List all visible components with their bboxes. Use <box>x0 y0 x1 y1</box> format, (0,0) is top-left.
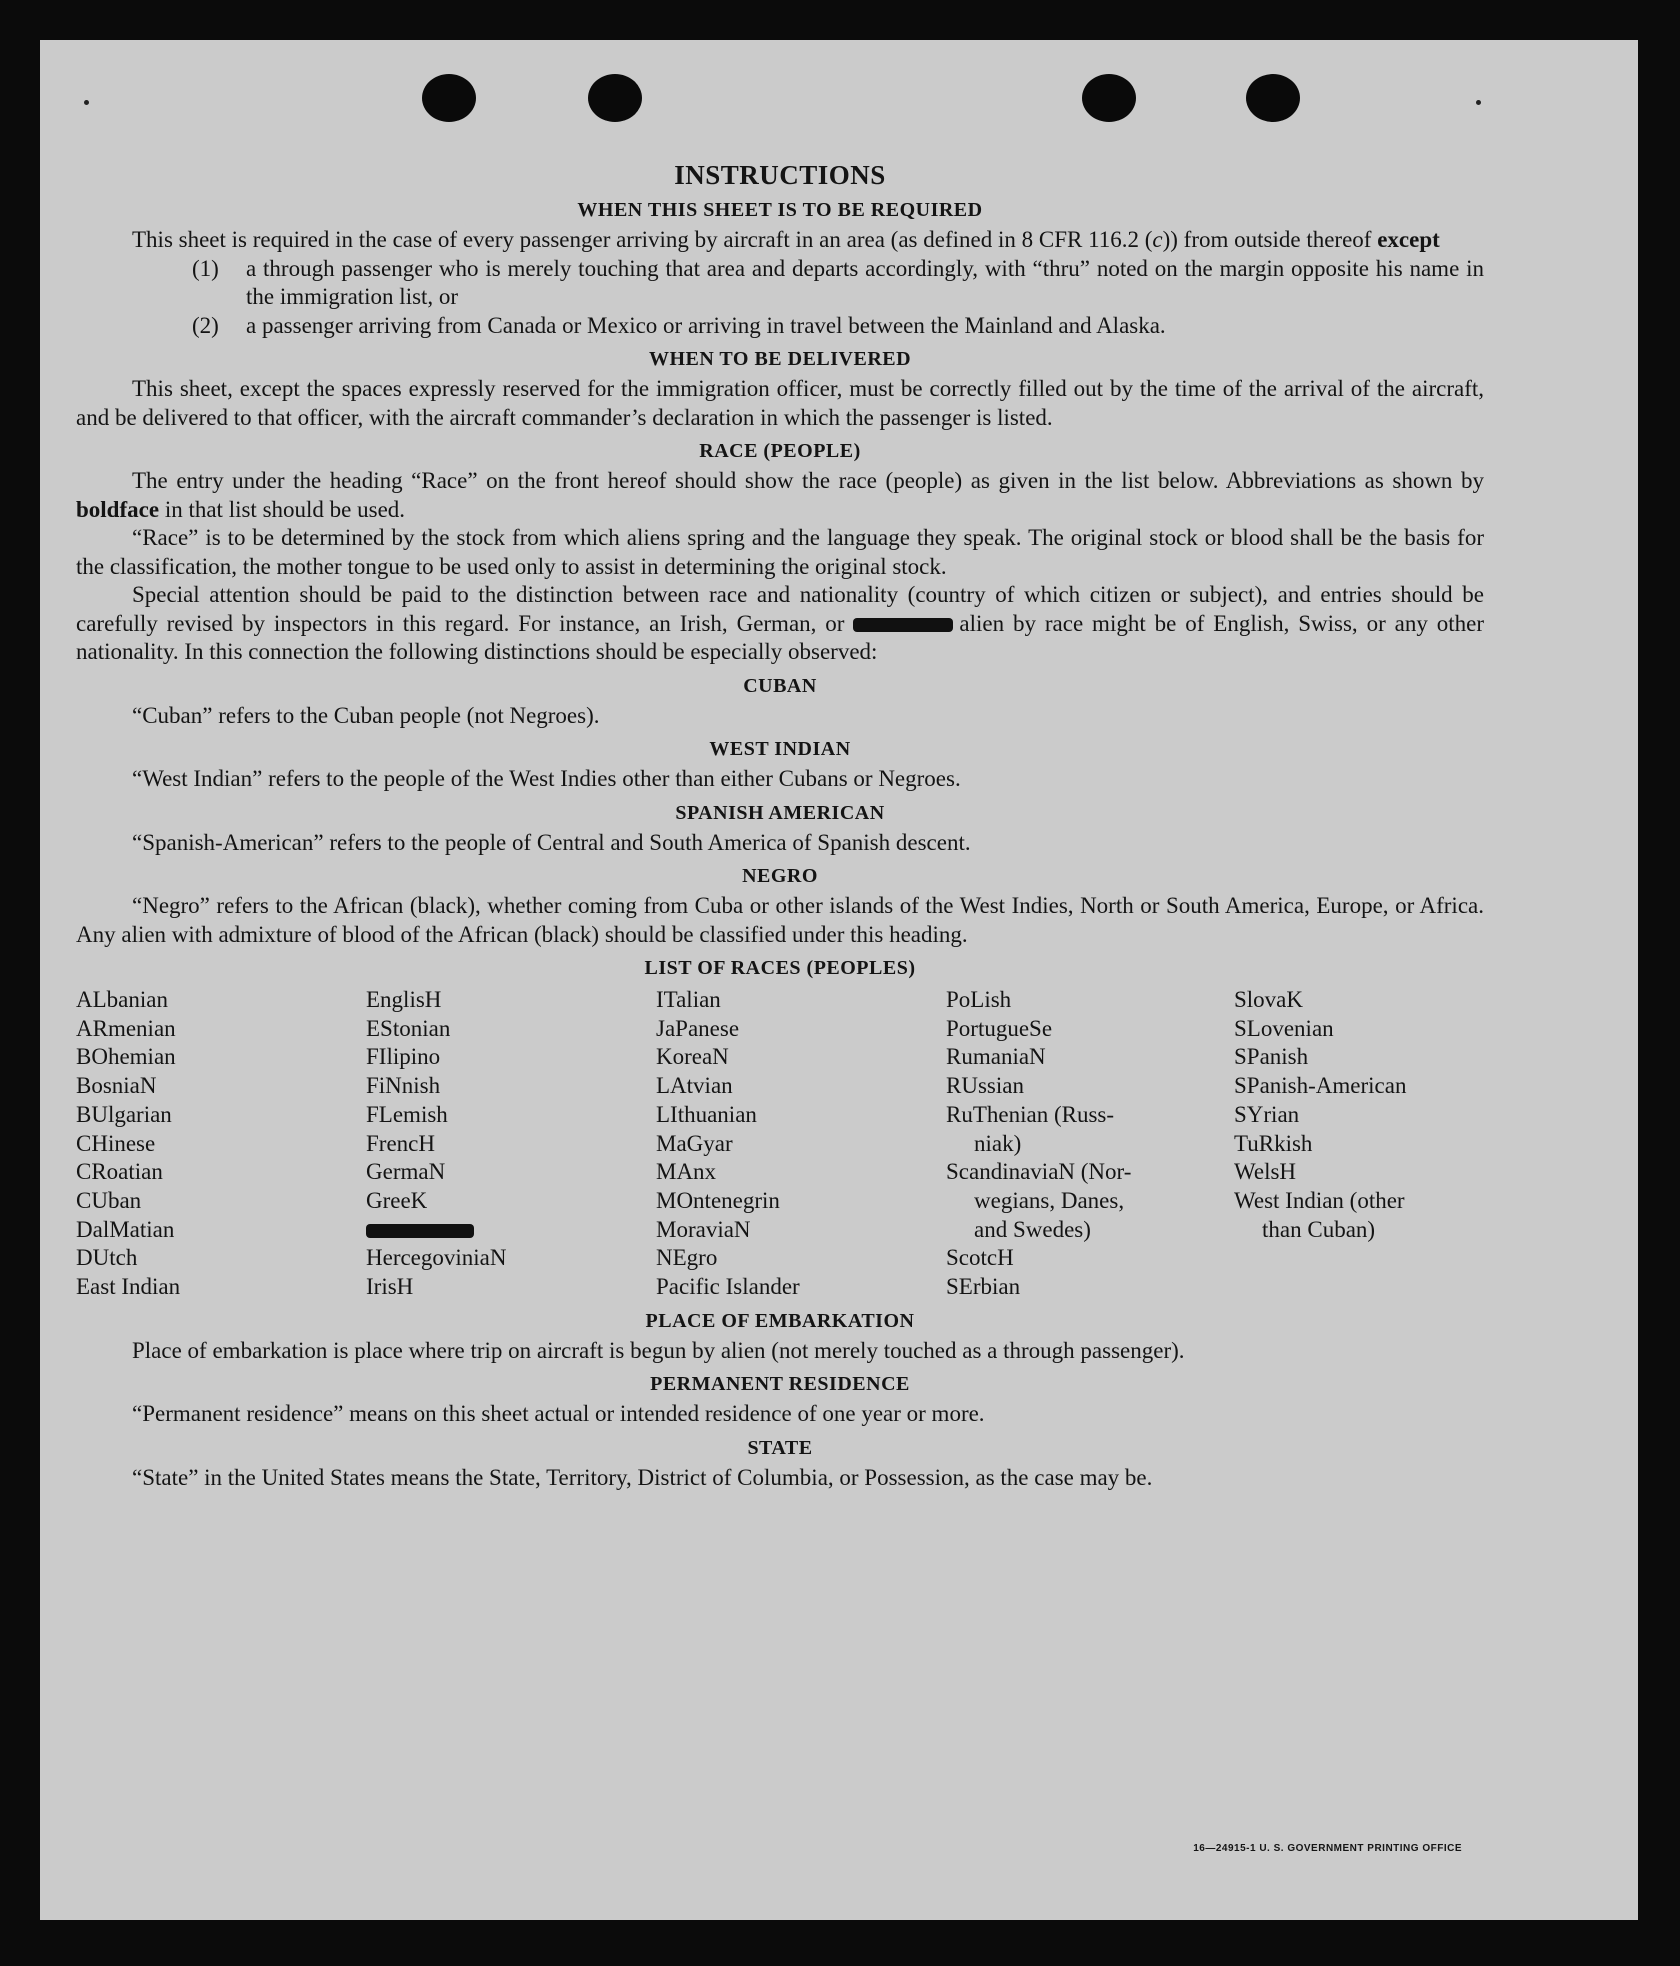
race-entry: RuThenian (Russ- <box>946 1101 1115 1127</box>
race-entry: EStonian <box>366 1015 451 1041</box>
race-entry: SErbian <box>946 1274 1021 1300</box>
race-entry: MAnx <box>656 1159 717 1185</box>
required-intro-except: except <box>1377 227 1440 252</box>
list-item <box>76 312 1484 341</box>
race-entry-continued: than Cuban) <box>1262 1216 1376 1242</box>
section-heading-race: RACE (PEOPLE) <box>699 440 861 462</box>
race-entry: Pacific Islander <box>656 1274 800 1300</box>
races-column-5 <box>1234 986 1484 1302</box>
race-entry: West Indian (other <box>1234 1187 1405 1213</box>
race-entry: GreeK <box>366 1187 428 1213</box>
negro-text: “Negro” refers to the African (black), whether coming from Cuba or other islands of the West Indies, North or South America, Europe, or Africa. Any alien with admixture of blood of the African (black) should be classified under this heading. <box>76 893 1484 947</box>
race-entry: DUtch <box>76 1245 138 1271</box>
race-entry: SYrian <box>1234 1101 1300 1127</box>
race-paragraph-2: “Race” is to be determined by the stock from which aliens spring and the language they speak. The original stock or blood shall be the basis for the classification, the mother tongue to be used only to assist in determining the original stock. <box>76 525 1484 579</box>
state-text: “State” in the United States means the State, Territory, District of Columbia, or Possession, as the case may be. <box>132 1464 1153 1490</box>
race-entry: PortugueSe <box>946 1015 1053 1041</box>
race-entry: ScandinaviaN (Nor- <box>946 1159 1132 1185</box>
race-entry-continued: and Swedes) <box>974 1216 1091 1242</box>
race-entry: MoraviaN <box>656 1216 751 1242</box>
race-entry: RUssian <box>946 1073 1024 1099</box>
race-entry: MOntenegrin <box>656 1187 780 1213</box>
page-title: INSTRUCTIONS <box>674 160 886 190</box>
races-column-1 <box>76 986 366 1302</box>
list-item-text: a passenger arriving from Canada or Mexico or arriving in travel between the Mainland and Alaska. <box>246 312 1166 338</box>
races-list <box>76 986 1484 1302</box>
race-entry: BOhemian <box>76 1044 176 1070</box>
race-entry: BosniaN <box>76 1073 157 1099</box>
race-entry: SlovaK <box>1234 987 1303 1012</box>
race-entry: LIthuanian <box>656 1101 757 1127</box>
section-heading-residence: PERMANENT RESIDENCE <box>650 1373 910 1396</box>
instructions-content <box>76 160 1484 1492</box>
race-entry: FrencH <box>366 1130 435 1156</box>
race-entry: ScotcH <box>946 1245 1014 1271</box>
race-paragraph-3 <box>76 581 1484 667</box>
race-entry: EnglisH <box>366 987 442 1012</box>
document-sheet <box>40 40 1638 1920</box>
races-column-4 <box>946 986 1234 1302</box>
section-heading-state: STATE <box>747 1436 813 1459</box>
race-entry: RumaniaN <box>946 1044 1046 1070</box>
race-entry: CRoatian <box>76 1159 163 1185</box>
race-p3-text: Special attention should be paid to the distinction between race and nationality (country of which citizen or subject), and entries should be carefully revised by inspectors in this regard. For instance, an Irish, German, or <box>76 582 1484 636</box>
punch-hole <box>1246 74 1300 122</box>
races-column-2 <box>366 986 656 1302</box>
race-entry: WelsH <box>1234 1159 1297 1185</box>
punch-hole <box>588 74 642 122</box>
list-item-text: a through passenger who is merely touching that area and departs accordingly, with “thru” noted on the margin opposite his name in the immigration list, or <box>246 255 1484 309</box>
race-entry-continued: wegians, Danes, <box>974 1187 1125 1213</box>
section-heading-races-list: LIST OF RACES (PEOPLES) <box>644 957 916 979</box>
race-entry: ALbanian <box>76 987 168 1012</box>
redaction-mark <box>853 618 953 632</box>
race-entry: TuRkish <box>1234 1130 1313 1156</box>
punch-hole <box>1082 74 1136 122</box>
embarkation-text: Place of embarkation is place where trip on aircraft is begun by alien (not merely touched as a through passenger). <box>132 1337 1185 1363</box>
race-entry: CHinese <box>76 1130 156 1156</box>
race-entry: KoreaN <box>656 1044 729 1070</box>
race-entry: East Indian <box>76 1274 181 1300</box>
section-heading-west-indian: WEST INDIAN <box>709 738 851 760</box>
race-paragraph-1 <box>76 467 1484 524</box>
race-entry: MaGyar <box>656 1130 733 1156</box>
race-entry-redacted <box>366 1216 656 1245</box>
race-entry: PoLish <box>946 987 1012 1012</box>
list-item-number: (2) <box>192 312 219 338</box>
section-heading-negro: NEGRO <box>742 865 818 887</box>
redaction-mark <box>366 1224 474 1238</box>
section-heading-required: WHEN THIS SHEET IS TO BE REQUIRED <box>577 199 983 221</box>
required-intro <box>76 226 1484 255</box>
race-entry: ITalian <box>656 987 721 1012</box>
section-heading-cuban: CUBAN <box>743 674 817 697</box>
cuban-text: “Cuban” refers to the Cuban people (not Negroes). <box>132 702 600 728</box>
race-entry: NEgro <box>656 1245 718 1271</box>
race-p1-bold: boldface <box>76 496 160 522</box>
punch-hole <box>422 74 476 122</box>
race-entry: FiNnish <box>366 1073 441 1099</box>
section-heading-delivered: WHEN TO BE DELIVERED <box>648 348 912 370</box>
race-entry-continued: niak) <box>974 1130 1022 1156</box>
race-entry: BUlgarian <box>76 1101 172 1127</box>
race-entry: IrisH <box>366 1274 414 1300</box>
race-entry: LAtvian <box>656 1073 733 1099</box>
required-intro-text-2: )) from outside thereof <box>1162 227 1378 252</box>
west-indian-text: “West Indian” refers to the people of the West Indies other than either Cubans or Negroes. <box>132 766 961 791</box>
spanish-american-text: “Spanish-American” refers to the people of Central and South America of Spanish descent. <box>132 829 971 855</box>
list-item <box>76 255 1484 312</box>
race-entry: HercegoviniaN <box>366 1245 507 1271</box>
race-entry: CUban <box>76 1187 142 1213</box>
required-intro-subsection: c <box>1152 227 1163 252</box>
race-entry: SPanish-American <box>1234 1073 1407 1099</box>
section-heading-embarkation: PLACE OF EMBARKATION <box>645 1309 915 1332</box>
printing-office-imprint: 16—24915-1 U. S. GOVERNMENT PRINTING OFFICE <box>1193 1843 1462 1854</box>
race-entry: JaPanese <box>656 1015 740 1041</box>
list-item-number: (1) <box>192 255 219 281</box>
race-entry: SLovenian <box>1234 1015 1334 1041</box>
races-column-3 <box>656 986 946 1302</box>
race-entry: SPanish <box>1234 1044 1309 1070</box>
race-entry: ARmenian <box>76 1015 176 1041</box>
residence-text: “Permanent residence” means on this sheet actual or intended residence of one year or more. <box>132 1401 985 1427</box>
race-entry: FIlipino <box>366 1044 441 1070</box>
race-entry: GermaN <box>366 1159 446 1185</box>
race-entry: DalMatian <box>76 1216 175 1242</box>
margin-dot <box>84 100 89 105</box>
delivered-text: This sheet, except the spaces expressly reserved for the immigration officer, must be correctly filled out by the time of the arrival of the aircraft, and be delivered to that officer, with the aircraft commander’s declaration in which the passenger is listed. <box>76 376 1484 430</box>
required-intro-text: This sheet is required in the case of every passenger arriving by aircraft in an area (as defined in 8 CFR 116.2 ( <box>132 227 1153 252</box>
race-entry: FLemish <box>366 1101 448 1127</box>
margin-dot <box>1476 100 1481 105</box>
race-p1-text: The entry under the heading “Race” on the front hereof should show the race (people) as given in the list below. Abbreviations as shown by <box>132 468 1484 493</box>
race-p1-text-2: in that list should be used. <box>159 496 406 522</box>
race-p3-text-2: alien by race might be of English, Swiss, or any other nationality. In this connection the following distinctions should be especially observed: <box>76 610 1484 664</box>
section-heading-spanish-american: SPANISH AMERICAN <box>675 801 885 824</box>
